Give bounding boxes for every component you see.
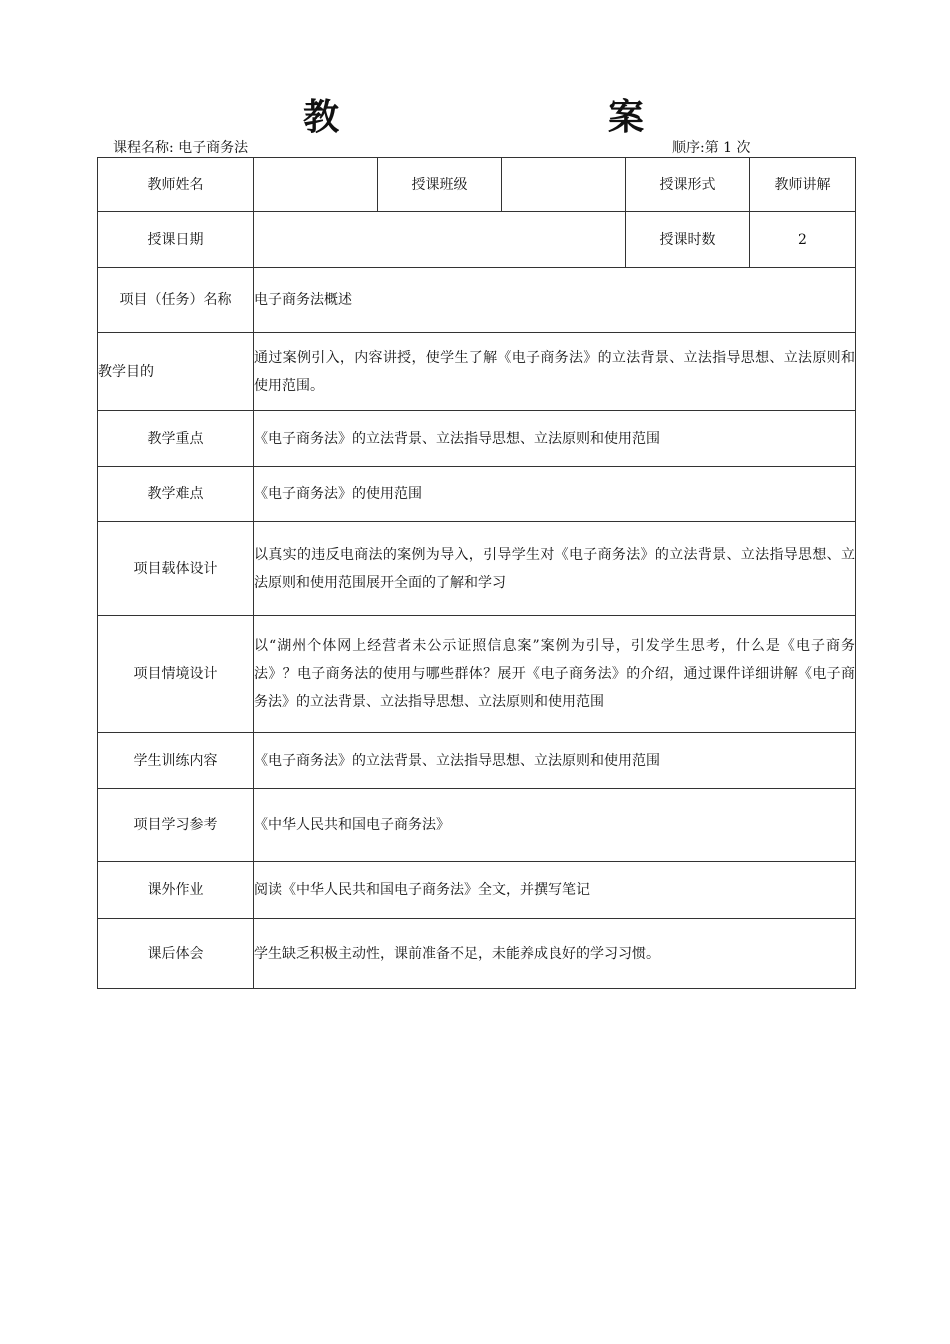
row-label: 课后体会	[98, 919, 254, 989]
hours-value: 2	[750, 212, 856, 268]
table-row	[98, 212, 856, 268]
course-line	[113, 138, 248, 158]
page-title-left: 教	[303, 97, 340, 138]
table-row	[98, 919, 856, 989]
row-content: 以“湖州个体网上经营者未公示证照信息案”案例为引导，引发学生思考，什么是《电子商务法》？电子商务法的使用与哪些群体？展开《电子商务法》的介绍，通过课件详细讲解《电子商务法》的立法背景、立法指导思想、立法原则和使用范围	[254, 616, 856, 733]
row-content: 学生缺乏积极主动性，课前准备不足，未能养成良好的学习习惯。	[254, 919, 856, 989]
table-row	[98, 333, 856, 411]
table-row	[98, 522, 856, 616]
row-label: 教学难点	[98, 467, 254, 522]
form-value: 教师讲解	[750, 158, 856, 212]
date-label: 授课日期	[98, 212, 254, 268]
teacher-name-label: 教师姓名	[98, 158, 254, 212]
table-row	[98, 616, 856, 733]
row-content: 通过案例引入，内容讲授，使学生了解《电子商务法》的立法背景、立法指导思想、立法原则和使用范围。	[254, 333, 856, 411]
lesson-plan-table	[97, 157, 856, 989]
table-row	[98, 467, 856, 522]
order-text: 顺序:第 1 次	[672, 140, 751, 156]
row-label: 课外作业	[98, 862, 254, 919]
class-value	[502, 158, 626, 212]
course-name: 电子商务法	[178, 140, 249, 156]
table-row	[98, 268, 856, 333]
table-row	[98, 789, 856, 862]
row-content: 《电子商务法》的立法背景、立法指导思想、立法原则和使用范围	[254, 411, 856, 467]
form-label: 授课形式	[626, 158, 750, 212]
row-label: 教学目的	[98, 333, 254, 411]
row-label: 项目情境设计	[98, 616, 254, 733]
row-label: 项目（任务）名称	[98, 268, 254, 333]
table-row	[98, 862, 856, 919]
row-content: 《电子商务法》的立法背景、立法指导思想、立法原则和使用范围	[254, 733, 856, 789]
teacher-name-value	[254, 158, 378, 212]
row-label: 项目载体设计	[98, 522, 254, 616]
date-value	[254, 212, 626, 268]
table-row	[98, 158, 856, 212]
course-label: 课程名称:	[113, 140, 174, 156]
row-content: 《中华人民共和国电子商务法》	[254, 789, 856, 862]
row-content: 电子商务法概述	[254, 268, 856, 333]
row-content: 《电子商务法》的使用范围	[254, 467, 856, 522]
row-label: 项目学习参考	[98, 789, 254, 862]
row-content: 阅读《中华人民共和国电子商务法》全文，并撰写笔记	[254, 862, 856, 919]
table-row	[98, 411, 856, 467]
row-label: 学生训练内容	[98, 733, 254, 789]
class-label: 授课班级	[378, 158, 502, 212]
table-row	[98, 733, 856, 789]
hours-label: 授课时数	[626, 212, 750, 268]
page-title-right: 案	[608, 97, 645, 138]
row-label: 教学重点	[98, 411, 254, 467]
row-content: 以真实的违反电商法的案例为导入，引导学生对《电子商务法》的立法背景、立法指导思想、立法原则和使用范围展开全面的了解和学习	[254, 522, 856, 616]
